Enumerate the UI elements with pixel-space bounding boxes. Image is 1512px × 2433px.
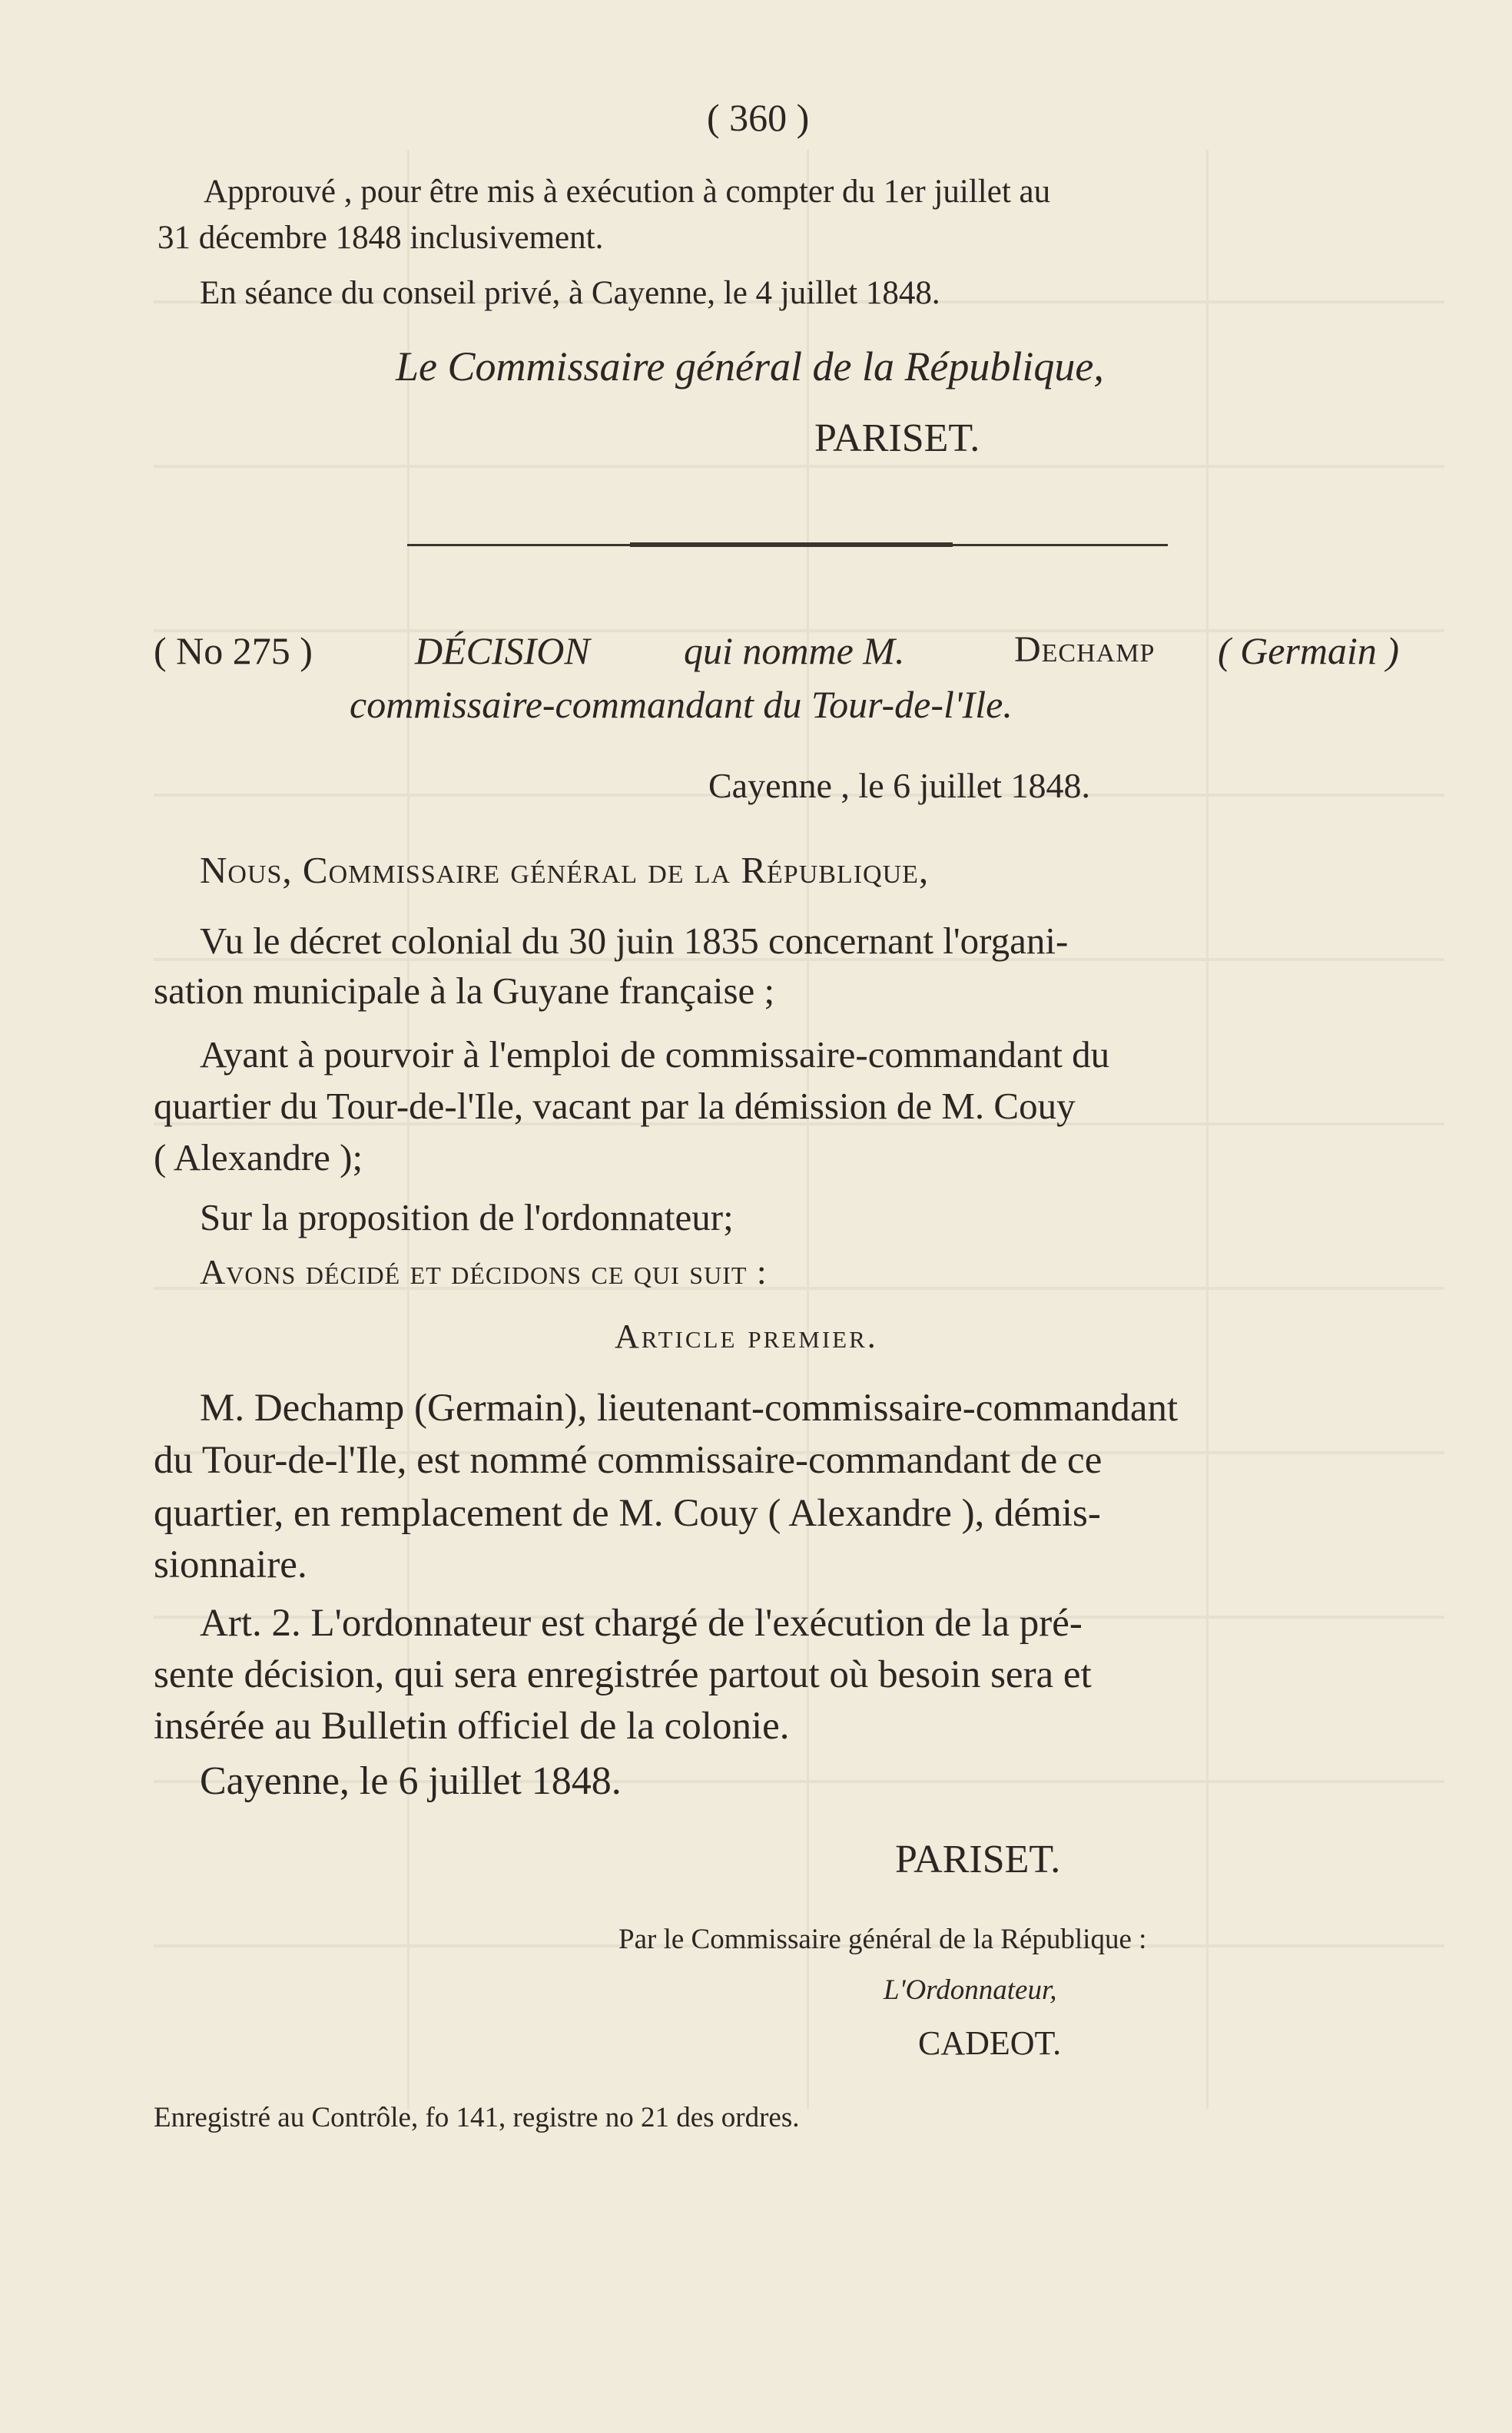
section-divider-ornament xyxy=(630,542,953,547)
ayant-line-2: quartier du Tour-de-l'Ile, vacant par la démission de M. Couy xyxy=(154,1085,1076,1127)
article-2-line-3: insérée au Bulletin officiel de la colonie. xyxy=(154,1705,790,1748)
countersign-title: L'Ordonnateur, xyxy=(884,1974,1057,2006)
session-line: En séance du conseil privé, à Cayenne, le 4 juillet 1848. xyxy=(200,275,940,311)
nous-line: Nous, Commissaire général de la République, xyxy=(200,849,930,891)
article-1-line-4: sionnaire. xyxy=(154,1543,307,1586)
vu-line-2: sation municipale à la Guyane française ; xyxy=(154,970,775,1012)
decision-given-name: ( Germain ) xyxy=(1218,629,1400,672)
countersign-name: CADEOT. xyxy=(918,2024,1062,2062)
vu-line-1: Vu le décret colonial du 30 juin 1835 concernant l'organi- xyxy=(200,920,1069,962)
decision-name: Dechamp xyxy=(1014,629,1156,670)
article-heading: Article premier. xyxy=(615,1318,878,1355)
article-2-line-2: sente décision, qui sera enregistrée partout où besoin sera et xyxy=(154,1653,1092,1696)
page-number: ( 360 ) xyxy=(707,96,810,139)
ayant-line-1: Ayant à pourvoir à l'emploi de commissaire-commandant du xyxy=(200,1033,1110,1076)
article-2-line-1: Art. 2. L'ordonnateur est chargé de l'exécution de la pré- xyxy=(200,1602,1083,1645)
sur-line: Sur la proposition de l'ordonnateur; xyxy=(200,1196,734,1238)
approval-line-2: 31 décembre 1848 inclusivement. xyxy=(158,220,604,256)
show-through-background xyxy=(154,150,1444,2109)
decision-subtitle: commissaire-commandant du Tour-de-l'Ile. xyxy=(350,683,1013,726)
decision-title-rest: qui nomme M. xyxy=(684,629,905,672)
countersign-intro: Par le Commissaire général de la République : xyxy=(618,1924,1147,1955)
decision-number: ( No 275 ) xyxy=(154,629,313,672)
place-date: Cayenne , le 6 juillet 1848. xyxy=(708,766,1090,805)
registration-note: Enregistré au Contrôle, fo 141, registre no 21 des ordres. xyxy=(154,2102,800,2133)
avons-line: Avons décidé et décidons ce qui suit : xyxy=(200,1252,768,1291)
article-1-line-2: du Tour-de-l'Ile, est nommé commissaire-commandant de ce xyxy=(154,1439,1102,1482)
signatory-name: PARISET. xyxy=(814,416,980,460)
article-1-line-3: quartier, en remplacement de M. Couy ( Alexandre ), démis- xyxy=(154,1492,1101,1535)
closing-date: Cayenne, le 6 juillet 1848. xyxy=(200,1759,622,1803)
decision-title: DÉCISION xyxy=(415,629,590,672)
approval-line-1: Approuvé , pour être mis à exécution à compter du 1er juillet au xyxy=(204,174,1051,210)
signature: PARISET. xyxy=(895,1838,1061,1881)
ayant-line-3: ( Alexandre ); xyxy=(154,1136,363,1178)
article-1-line-1: M. Dechamp (Germain), lieutenant-commissaire-commandant xyxy=(200,1387,1179,1430)
signatory-title: Le Commissaire général de la République, xyxy=(396,343,1104,389)
